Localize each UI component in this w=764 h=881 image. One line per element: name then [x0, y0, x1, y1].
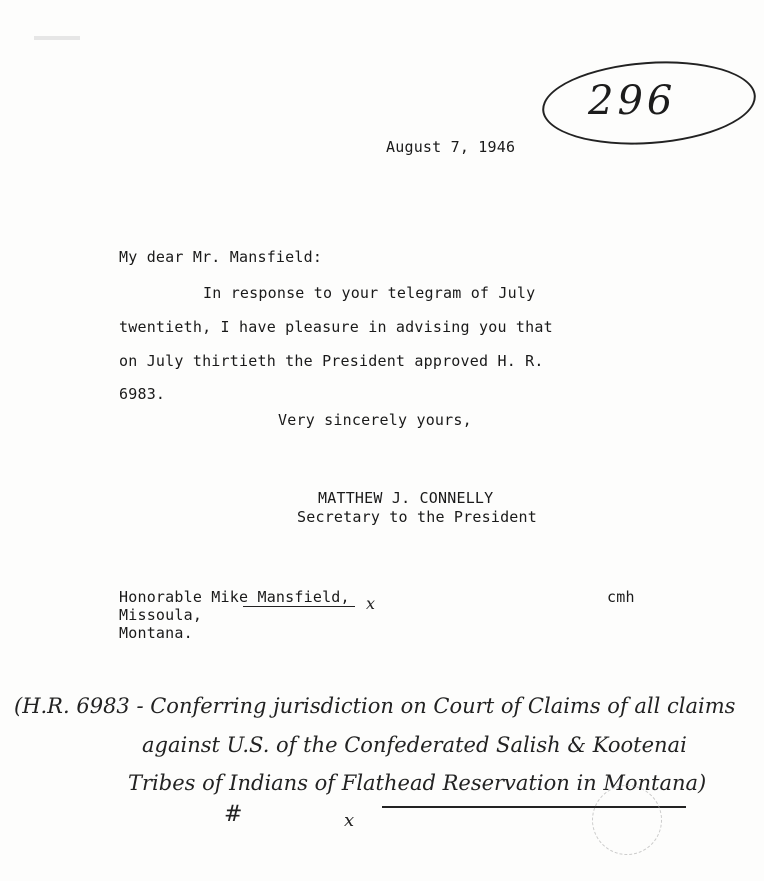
handwritten-x-mark: x [344, 810, 355, 831]
body-line-2: twentieth, I have pleasure in advising you that [119, 318, 553, 336]
typist-initials: cmh [607, 588, 635, 606]
file-number: 296 [588, 78, 677, 124]
paper-mark [34, 36, 80, 40]
handwritten-mark-x: x [366, 594, 376, 613]
handwritten-note-line-1: (H.R. 6983 - Conferring jurisdiction on Court of Claims of all claims [14, 694, 736, 718]
addressee-line-1: Honorable Mike Mansfield, [119, 588, 350, 606]
body-line-1: In response to your telegram of July [203, 284, 536, 302]
body-line-4: 6983. [119, 385, 166, 403]
addressee-line-3: Montana. [119, 624, 193, 642]
salutation: My dear Mr. Mansfield: [119, 248, 323, 266]
archive-stamp [592, 785, 662, 855]
addressee-line-2: Missoula, [119, 606, 203, 624]
handwritten-note-line-3: Tribes of Indians of Flathead Reservation in Montana) [128, 771, 707, 795]
handwritten-note-line-2: against U.S. of the Confederated Salish & Kootenai [142, 733, 687, 757]
signature-title: Secretary to the President [297, 508, 537, 526]
body-line-3: on July thirtieth the President approved H. R. [119, 352, 544, 370]
letter-date: August 7, 1946 [386, 138, 516, 156]
handwritten-hash-mark: # [224, 802, 243, 827]
closing: Very sincerely yours, [278, 411, 472, 429]
name-underline [243, 606, 355, 607]
signature-name: MATTHEW J. CONNELLY [318, 489, 494, 507]
